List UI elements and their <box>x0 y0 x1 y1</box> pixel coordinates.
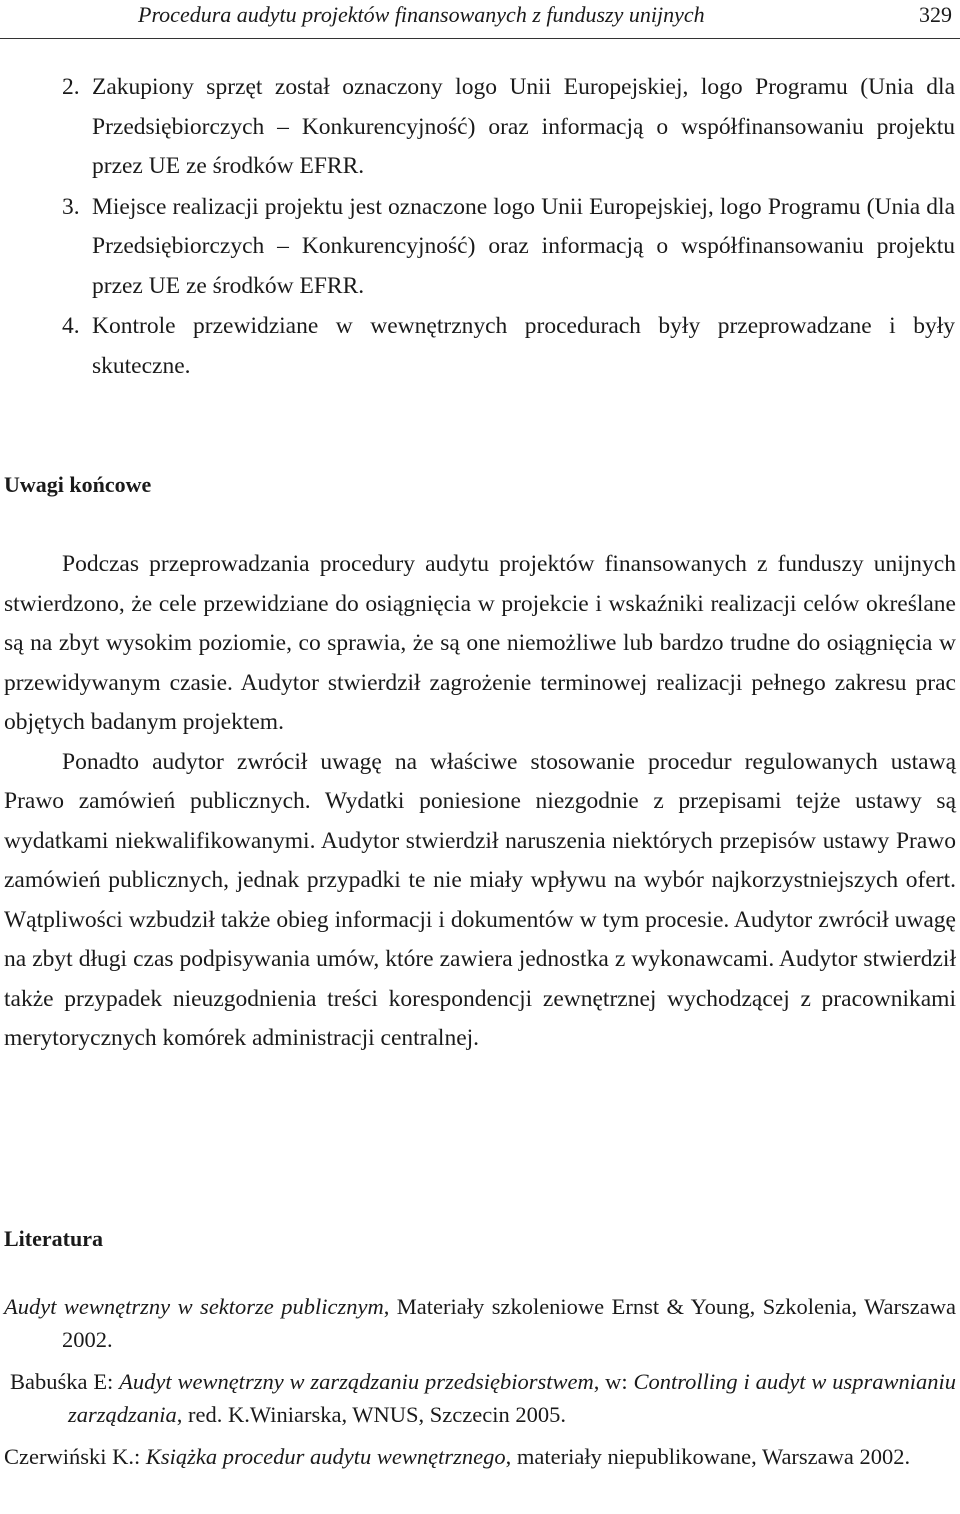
list-item-text: Kontrole przewidziane w wewnętrznych procedurach były przeprowadzane i były skuteczne. <box>92 313 955 379</box>
list-item <box>62 68 955 187</box>
header-title: Procedura audytu projektów finansowanych z funduszy unijnych <box>138 2 705 27</box>
entry-author: Babuśka E: <box>10 1369 120 1394</box>
entry-author: Czerwiński K.: <box>4 1444 146 1469</box>
uwagi-body <box>4 545 956 1059</box>
list-item-number: 4. <box>62 313 80 339</box>
list-item-number: 3. <box>62 193 80 220</box>
entry-title: Audyt wewnętrzny w zarządzaniu przedsiębiorstwem <box>119 1369 594 1394</box>
section-heading-uwagi: Uwagi końcowe <box>4 472 152 497</box>
bibliography-entry <box>4 1365 956 1431</box>
list-item <box>62 188 955 307</box>
numbered-list <box>62 68 955 387</box>
page-number: 329 <box>919 2 952 27</box>
entry-details: , materiały niepublikowane, Warszawa 2002. <box>505 1444 911 1469</box>
entry-title: Audyt wewnętrzny w sektorze publicznym <box>4 1294 384 1319</box>
paragraph: Ponadto audytor zwrócił uwagę na właściwe stosowanie procedur regulowanych ustawą Prawo zamówień publicznych. Wydatki poniesione niezgodnie z przepisami tejże ustawy są wydatkami niekwalifikowanymi. Audytor stwierdził naruszenia niektórych przepisów ustawy Prawo zamówień publicznych, jednak przypadki te nie miały wpływu na wybór najkorzystniejszych ofert. Wątpliwości wzbudził także obieg informacji i dokumentów w tym procesie. Audytor zwrócił uwagę na zbyt długi czas podpisywania umów, które zawiera jednostka z wykonawcami. Audytor stwierdził także przypadek nieuzgodnienia treści korespondencji zewnętrznej wychodzącej z pracownikami merytorycznych komórek administracji centralnej. <box>4 748 956 1051</box>
bibliography-entry <box>4 1440 956 1473</box>
running-header <box>0 0 960 39</box>
entry-publication: , red. K.Winiarska, WNUS, Szczecin 2005. <box>176 1402 566 1427</box>
list-item-text: Zakupiony sprzęt został oznaczony logo Unii Europejskiej, logo Programu (Unia dla Przedsiębiorczych – Konkurencyjność) oraz informacją o współfinansowaniu projektu przez UE ze środków EFRR. <box>92 74 955 179</box>
list-item-text: Miejsce realizacji projektu jest oznaczone logo Unii Europejskiej, logo Programu (Unia dla Przedsiębiorczych – Konkurencyjność) oraz informacją o współfinansowaniu projektu przez UE ze środków EFRR. <box>92 193 955 299</box>
section-heading-literatura: Literatura <box>4 1226 103 1251</box>
entry-title: Książka procedur audytu wewnętrznego <box>145 1444 506 1469</box>
list-item <box>62 307 955 386</box>
paragraph: Podczas przeprowadzania procedury audytu projektów finansowanych z funduszy unijnych stwierdzono, że cele przewidziane do osiągnięcia w projekcie i wskaźniki realizacji celów określane są na zbyt wysokim poziomie, co sprawia, że są one niemożliwe lub bardzo trudne do osiągnięcia w przewidywanym czasie. Audytor stwierdził zagrożenie terminowej realizacji pełnego zakresu prac objętych badanym projektem. <box>4 551 956 735</box>
entry-details: , Materiały szkoleniowe Ernst & Young, Szkolenia, Warszawa 2002. <box>62 1294 956 1352</box>
entry-details: , w: <box>593 1369 634 1394</box>
bibliography-entry <box>4 1290 956 1356</box>
list-item-number: 2. <box>62 74 80 100</box>
entry-subtitle: Controlling i audyt w usprawnianiu zarządzania <box>68 1369 956 1427</box>
bibliography <box>4 1290 956 1482</box>
